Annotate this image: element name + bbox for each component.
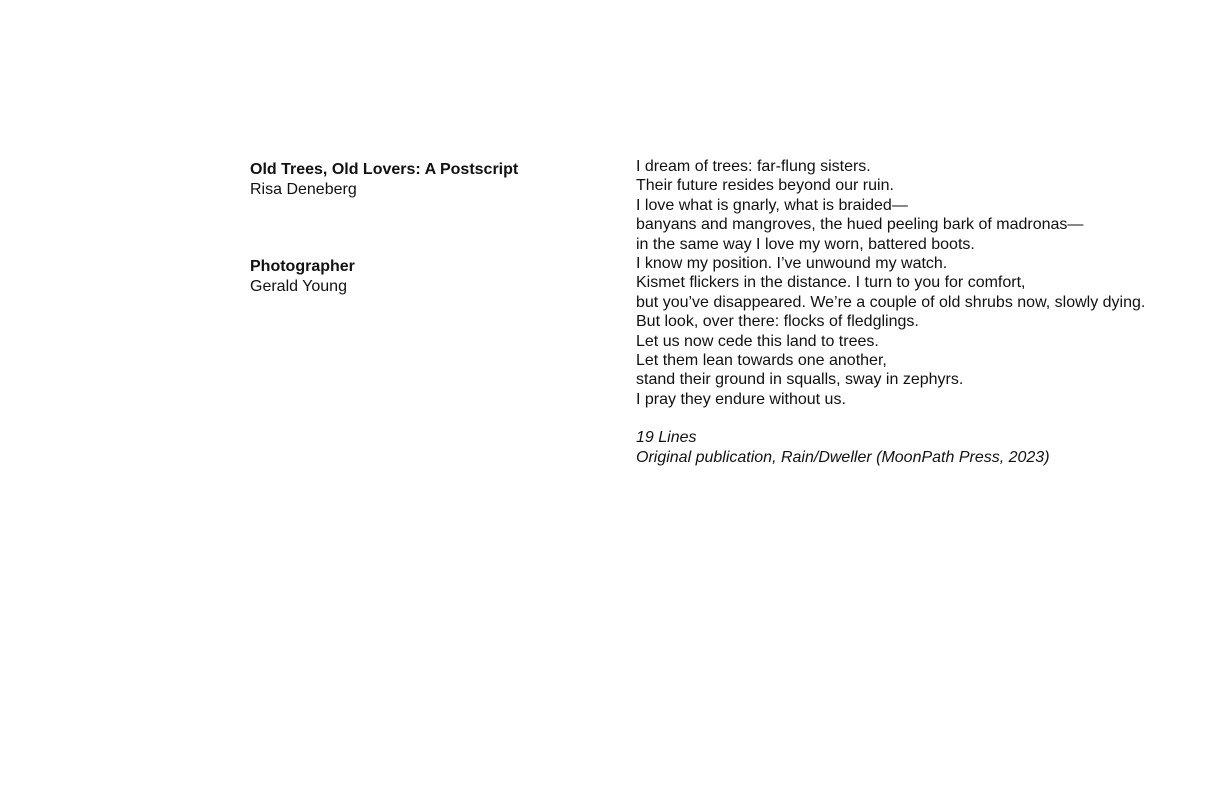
poem-line: I love what is gnarly, what is braided— — [636, 196, 908, 214]
poem-line: stand their ground in squalls, sway in zephyrs. — [636, 371, 964, 389]
poem-line: I know my position. I’ve unwound my watch. — [636, 255, 948, 273]
poem-column — [636, 157, 1196, 467]
publication-note: Original publication, Rain/Dweller (MoonPath Press, 2023) — [636, 448, 1050, 466]
credits-column — [250, 160, 590, 296]
poem-line: in the same way I love my worn, battered boots. — [636, 235, 975, 253]
poem-line: Let us now cede this land to trees. — [636, 332, 879, 350]
poem-title: Old Trees, Old Lovers: A Postscript — [250, 161, 519, 178]
poem-line: Let them lean towards one another, — [636, 352, 887, 370]
poem-notes — [636, 428, 1196, 467]
photographer-heading: Photographer — [250, 258, 355, 275]
poem-line: I pray they endure without us. — [636, 390, 846, 408]
poem-author: Risa Deneberg — [250, 180, 357, 198]
poem-body — [636, 157, 1196, 409]
poem-line: Their future resides beyond our ruin. — [636, 177, 894, 195]
spacer — [250, 199, 590, 257]
line-count: 19 Lines — [636, 429, 697, 447]
poem-line: I dream of trees: far-flung sisters. — [636, 158, 871, 175]
poem-line: but you’ve disappeared. We’re a couple of old shrubs now, slowly dying. — [636, 293, 1146, 311]
poem-line: Kismet flickers in the distance. I turn to you for comfort, — [636, 274, 1026, 292]
poem-line: But look, over there: flocks of fledglings. — [636, 313, 919, 331]
poem-line: banyans and mangroves, the hued peeling bark of madronas— — [636, 216, 1084, 234]
photographer-name: Gerald Young — [250, 277, 347, 295]
